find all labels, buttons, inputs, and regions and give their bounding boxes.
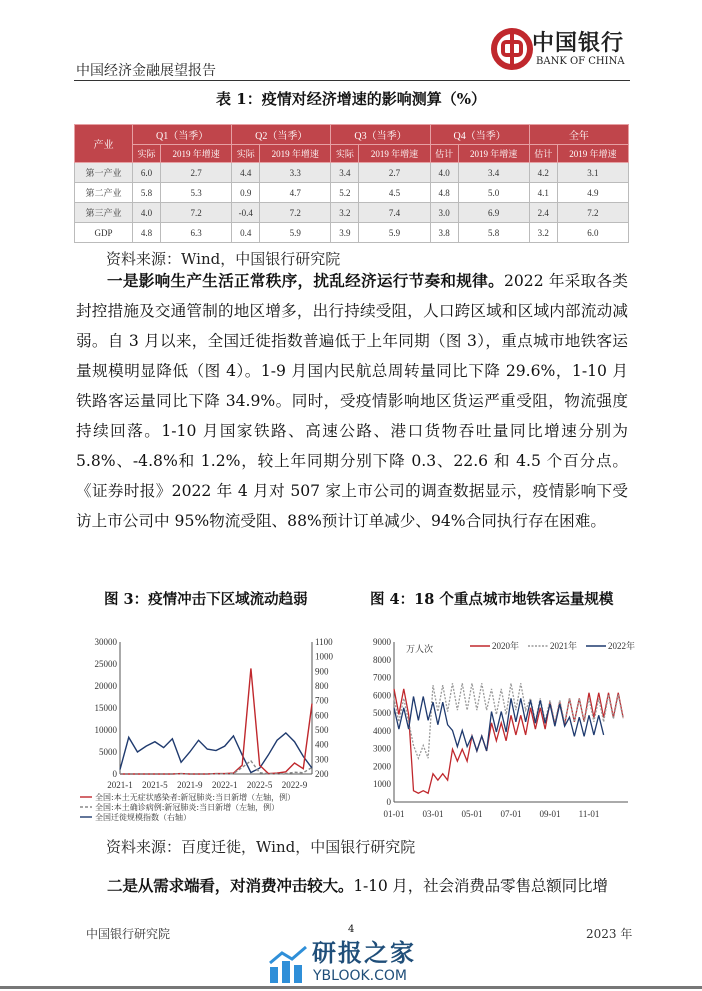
table-cell: 7.2 — [260, 203, 331, 223]
sub-header: 估计 — [430, 145, 458, 163]
x-tick: 11-01 — [578, 809, 600, 819]
x-tick: 05-01 — [461, 809, 483, 819]
sub-header: 2019 年增速 — [260, 145, 331, 163]
x-tick: 2021-5 — [142, 780, 168, 790]
sub-header: 2019 年增速 — [161, 145, 232, 163]
table-cell: 4.8 — [133, 223, 161, 243]
series-line-0 — [120, 668, 312, 774]
y-tick-left: 15000 — [94, 703, 117, 713]
x-tick: 09-01 — [539, 809, 561, 819]
row-label: 第二产业 — [75, 183, 133, 203]
y-tick: 1000 — [373, 779, 391, 790]
x-tick: 2022-5 — [246, 780, 273, 790]
table-cell: 5.8 — [133, 183, 161, 203]
y-tick-left: 30000 — [94, 637, 117, 647]
paragraph-text: 1-10 月，社会消费品零售总额同比增 — [353, 877, 608, 895]
table-cell: 5.2 — [331, 183, 359, 203]
paragraph-lead: 一是影响生产生活正常秩序，扰乱经济运行节奏和规律。 — [107, 271, 504, 290]
table-row — [75, 163, 629, 183]
table-cell: 0.9 — [232, 183, 260, 203]
row-label: 第一产业 — [75, 163, 133, 183]
table-cell: 5.3 — [161, 183, 232, 203]
logo-text-en: BANK OF CHINA — [536, 56, 625, 67]
bottom-divider — [0, 986, 702, 989]
table-cell: 3.2 — [331, 203, 359, 223]
table-cell: 5.0 — [458, 183, 529, 203]
figure-4-chart — [360, 630, 640, 826]
watermark-chart-icon — [268, 945, 310, 983]
table-cell: 3.1 — [557, 163, 628, 183]
x-tick: 2022-9 — [281, 780, 308, 790]
table-cell: 4.0 — [430, 163, 458, 183]
table-cell: 4.0 — [133, 203, 161, 223]
y-tick-right: 900 — [315, 666, 329, 677]
paragraph-lead: 二是从需求端看，对消费冲击较大。 — [107, 876, 354, 895]
series-line-2 — [394, 696, 604, 751]
y-tick: 9000 — [373, 637, 391, 647]
table-cell: 3.3 — [260, 163, 331, 183]
group-header: Q4（当季） — [430, 125, 529, 145]
figure-4-title: 图 4：18 个重点城市地铁客运量规模 — [370, 591, 614, 608]
y-tick-left: 25000 — [94, 659, 117, 669]
legend-label: 2021年 — [550, 641, 578, 651]
table-cell: 0.4 — [232, 223, 260, 243]
footer-year: 2023 年 — [586, 927, 633, 941]
table-cell: 7.2 — [161, 203, 232, 223]
table-cell: 4.7 — [260, 183, 331, 203]
col-header-industry: 产业 — [75, 125, 133, 163]
figure-3-chart — [78, 630, 358, 830]
series-line-0 — [394, 689, 623, 793]
table-cell: 2.7 — [359, 163, 430, 183]
paragraph-1 — [76, 266, 628, 536]
y-tick-right: 300 — [315, 754, 329, 765]
table-row — [75, 223, 629, 243]
report-title: 中国经济金融展望报告 — [76, 63, 216, 79]
y-tick: 0 — [386, 797, 391, 807]
group-header: Q3（当季） — [331, 125, 430, 145]
table-cell: 7.2 — [557, 203, 628, 223]
y-tick-right: 400 — [315, 739, 329, 750]
table-cell: 7.4 — [359, 203, 430, 223]
group-header: Q1（当季） — [133, 125, 232, 145]
table-source: 资料来源：Wind，中国银行研究院 — [106, 250, 341, 268]
group-header: 全年 — [529, 125, 628, 145]
footer-org: 中国银行研究院 — [86, 927, 171, 941]
table-cell: 5.9 — [260, 223, 331, 243]
legend-label: 全国:本土确诊病例:新冠肺炎:当日新增（左轴，例） — [95, 803, 280, 812]
watermark-text: 研报之家 — [312, 939, 416, 967]
x-tick: 03-01 — [422, 809, 444, 819]
y-tick-right: 800 — [315, 681, 329, 691]
x-tick: 2021-9 — [177, 780, 203, 790]
impact-table — [74, 124, 629, 243]
legend-label: 2020年 — [492, 641, 520, 651]
y-tick-left: 20000 — [94, 681, 117, 691]
row-label: 第三产业 — [75, 203, 133, 223]
table-cell: 3.8 — [430, 223, 458, 243]
y-tick: 2000 — [373, 761, 391, 772]
table-cell: 2.7 — [161, 163, 232, 183]
logo-text-cn: 中国银行 — [532, 30, 625, 56]
figure-source: 资料来源：百度迁徙，Wind，中国银行研究院 — [106, 838, 416, 856]
x-tick: 07-01 — [500, 809, 522, 819]
table-cell: 4.2 — [529, 163, 557, 183]
y-tick-right: 1100 — [315, 637, 333, 647]
x-tick: 2021-1 — [107, 780, 133, 790]
table-row — [75, 183, 629, 203]
group-header: Q2（当季） — [232, 125, 331, 145]
y-tick: 6000 — [373, 690, 391, 701]
y-tick: 7000 — [373, 672, 391, 683]
table-cell: 4.4 — [232, 163, 260, 183]
legend-label: 全国:本土无症状感染者:新冠肺炎:当日新增（左轴，例） — [95, 793, 296, 802]
row-label: GDP — [75, 223, 133, 243]
y-tick-right: 500 — [315, 725, 329, 735]
y-tick: 3000 — [373, 743, 391, 754]
y-tick-left: 0 — [112, 769, 117, 779]
table-title: 表 1：疫情对经济增速的影响测算（%） — [216, 90, 486, 108]
y-tick: 8000 — [373, 654, 391, 665]
legend-label: 全国迁徙规模指数（右轴） — [95, 813, 191, 822]
bank-of-china-logo-icon — [490, 24, 534, 74]
sub-header: 2019 年增速 — [458, 145, 529, 163]
series-line-2 — [120, 733, 312, 773]
x-tick: 01-01 — [383, 809, 405, 819]
table-cell: 6.9 — [458, 203, 529, 223]
y-tick: 4000 — [373, 725, 391, 736]
table-cell: 6.0 — [557, 223, 628, 243]
table-cell: 3.0 — [430, 203, 458, 223]
table-cell: 5.8 — [458, 223, 529, 243]
table-cell: 6.0 — [133, 163, 161, 183]
table-cell: 4.1 — [529, 183, 557, 203]
table-cell: 4.9 — [557, 183, 628, 203]
y-tick-right: 1000 — [315, 651, 333, 662]
sub-header: 实际 — [232, 145, 260, 163]
y-unit-label: 万人次 — [406, 644, 434, 654]
sub-header: 估计 — [529, 145, 557, 163]
table-cell: 3.4 — [458, 163, 529, 183]
table-cell: 5.9 — [359, 223, 430, 243]
header-divider — [74, 80, 630, 81]
y-tick-right: 600 — [315, 710, 329, 721]
y-tick: 5000 — [373, 708, 391, 719]
y-tick-right: 200 — [315, 769, 329, 779]
sub-header: 实际 — [133, 145, 161, 163]
sub-header: 实际 — [331, 145, 359, 163]
y-tick-left: 10000 — [94, 725, 117, 735]
table-cell: -0.4 — [232, 203, 260, 223]
table-cell: 2.4 — [529, 203, 557, 223]
y-tick-left: 5000 — [99, 747, 117, 757]
watermark-url: YBLOOK.COM — [313, 968, 408, 984]
sub-header-row — [75, 145, 629, 163]
sub-header: 2019 年增速 — [557, 145, 628, 163]
paragraph-text: 2022 年采取各类封控措施及交通管制的地区增多，出行持续受阻，人口跨区域和区域内部流动减弱。自 3 月以来，全国迁徙指数普遍低于上年同期（图 3），重点城市地铁客运量规模明显降低（图 4）。1-9 月国内民航总周转量同比下降 29.6%，1-10 月铁路客运量同比下降 34.9%。同时，受疫情影响地区货运严重受阻，物流强度持续回落。1-10 月国家铁路、高速公路、港口货物吞吐量同比增速分别为 5.8%、-4.8%和 1.2%，较上年同期分别下降 0.3、22.6 和 4.5 个百分点。《证券时报》2022 年 4 月对 507 家上市公司的调查数据显示，疫情影响下受访上市公司中 95%物流受阻、88%预计订单减少、94%合同执行存在困难。 — [76, 272, 628, 530]
table-cell: 4.5 — [359, 183, 430, 203]
table-cell: 6.3 — [161, 223, 232, 243]
paragraph-2 — [76, 870, 608, 902]
page-number: 4 — [348, 924, 355, 935]
x-tick: 2022-1 — [211, 780, 238, 790]
figure-3-title: 图 3：疫情冲击下区域流动趋弱 — [104, 591, 308, 608]
table-cell: 3.2 — [529, 223, 557, 243]
legend-label: 2022年 — [608, 641, 636, 651]
table-row — [75, 203, 629, 223]
y-tick-right: 700 — [315, 695, 329, 706]
table-cell: 3.4 — [331, 163, 359, 183]
table-cell: 3.9 — [331, 223, 359, 243]
table-cell: 4.8 — [430, 183, 458, 203]
sub-header: 2019 年增速 — [359, 145, 430, 163]
